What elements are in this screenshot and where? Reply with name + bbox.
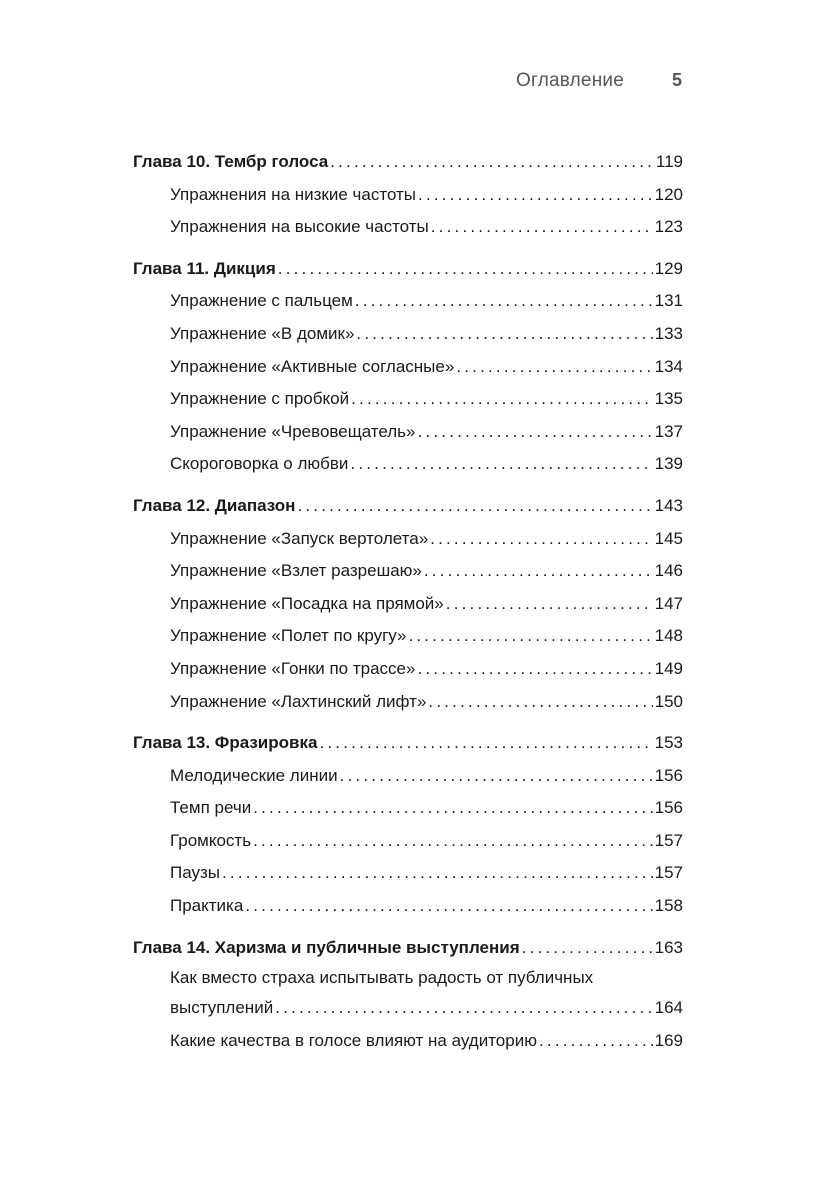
page-ref: 135 bbox=[654, 389, 683, 409]
dot-leader bbox=[522, 932, 653, 965]
entry-title: Как вместо страха испытывать радость от публичных bbox=[170, 968, 594, 988]
entry-title: Упражнение «Запуск вертолета» bbox=[170, 528, 429, 548]
toc-entry[interactable] bbox=[133, 620, 683, 653]
page-number: 5 bbox=[671, 70, 682, 90]
page-ref: 164 bbox=[654, 998, 683, 1018]
dot-leader bbox=[350, 448, 652, 481]
page-ref: 123 bbox=[654, 217, 683, 237]
page-ref: 129 bbox=[654, 258, 683, 278]
chapter-11 bbox=[133, 253, 683, 481]
chapter-title: Глава 13. Фразировка bbox=[133, 733, 318, 753]
entry-title: Упражнение «Посадка на прямой» bbox=[170, 593, 444, 613]
dot-leader bbox=[351, 383, 653, 416]
page-ref: 147 bbox=[654, 593, 683, 613]
running-title: Оглавление bbox=[516, 70, 624, 91]
page-ref: 163 bbox=[654, 937, 683, 957]
page-ref: 119 bbox=[655, 152, 683, 171]
page-ref: 120 bbox=[654, 184, 683, 204]
entry-title: выступлений bbox=[170, 998, 274, 1018]
page-ref: 156 bbox=[654, 798, 683, 818]
dot-leader bbox=[319, 727, 652, 760]
entry-title-line bbox=[133, 964, 683, 992]
entry-title: Упражнение с пальцем bbox=[170, 291, 353, 311]
dot-leader bbox=[431, 211, 653, 244]
dot-leader bbox=[340, 760, 653, 793]
entry-title: Упражнение «Взлет разрешаю» bbox=[170, 561, 422, 581]
dot-leader bbox=[278, 253, 653, 286]
dot-leader bbox=[418, 179, 653, 212]
page-ref: 158 bbox=[654, 896, 683, 916]
page-ref: 148 bbox=[654, 626, 683, 646]
dot-leader bbox=[456, 351, 652, 384]
toc-entry[interactable] bbox=[133, 964, 683, 1025]
dot-leader bbox=[222, 857, 653, 890]
page-ref: 145 bbox=[654, 528, 683, 548]
toc-chapter-entry[interactable] bbox=[133, 490, 683, 523]
dot-leader bbox=[446, 588, 653, 621]
page-ref: 169 bbox=[654, 1030, 683, 1050]
page-ref: 153 bbox=[654, 733, 683, 753]
entry-title: Упражнение «Гонки по трассе» bbox=[170, 658, 416, 678]
entry-title: Упражнение с пробкой bbox=[170, 389, 350, 409]
dot-leader bbox=[356, 318, 652, 351]
toc-entry[interactable] bbox=[133, 588, 683, 621]
page-ref: 150 bbox=[654, 691, 683, 711]
entry-title: Скороговорка о любви bbox=[170, 454, 349, 474]
dot-leader bbox=[430, 523, 652, 556]
entry-title: Упражнение «Чревовещатель» bbox=[170, 421, 416, 441]
dot-leader bbox=[253, 825, 653, 858]
toc-chapter-entry[interactable] bbox=[133, 932, 683, 965]
entry-title: Упражнение «В домик» bbox=[170, 323, 355, 343]
dot-leader bbox=[539, 1025, 653, 1058]
chapter-10 bbox=[133, 146, 683, 244]
chapter-title: Глава 10. Тембр голоса bbox=[133, 152, 329, 171]
toc-entry[interactable] bbox=[133, 653, 683, 686]
toc-entry[interactable] bbox=[133, 760, 683, 793]
dot-leader bbox=[297, 490, 652, 523]
toc-entry[interactable] bbox=[133, 351, 683, 384]
toc-entry[interactable] bbox=[133, 555, 683, 588]
page-ref: 137 bbox=[654, 421, 683, 441]
toc-entry[interactable] bbox=[133, 890, 683, 923]
page-ref: 139 bbox=[654, 454, 683, 474]
dot-leader bbox=[275, 992, 652, 1025]
toc-entry[interactable] bbox=[133, 318, 683, 351]
page-ref: 156 bbox=[654, 765, 683, 785]
toc-entry[interactable] bbox=[133, 211, 683, 244]
toc-entry[interactable] bbox=[133, 416, 683, 449]
page-ref: 131 bbox=[654, 291, 683, 311]
toc-entry[interactable] bbox=[133, 179, 683, 212]
toc-entry[interactable] bbox=[133, 1025, 683, 1058]
entry-title-line bbox=[133, 992, 683, 1025]
chapter-13 bbox=[133, 727, 683, 923]
page-ref: 146 bbox=[654, 561, 683, 581]
entry-title: Мелодические линии bbox=[170, 765, 338, 785]
chapter-title: Глава 11. Дикция bbox=[133, 258, 276, 278]
toc-entry[interactable] bbox=[133, 825, 683, 858]
entry-title: Громкость bbox=[170, 830, 252, 850]
entry-title: Паузы bbox=[170, 863, 220, 883]
toc-chapter-entry[interactable] bbox=[133, 253, 683, 286]
page-ref: 157 bbox=[654, 830, 683, 850]
chapter-14 bbox=[133, 932, 683, 1058]
dot-leader bbox=[355, 285, 653, 318]
dot-leader bbox=[408, 620, 652, 653]
dot-leader bbox=[424, 555, 653, 588]
dot-leader bbox=[417, 653, 652, 686]
page-ref: 143 bbox=[654, 495, 683, 515]
toc-entry[interactable] bbox=[133, 448, 683, 481]
entry-title: Упражнение «Лахтинский лифт» bbox=[170, 691, 427, 711]
dot-leader bbox=[428, 686, 652, 719]
toc-chapter-entry[interactable] bbox=[133, 146, 683, 179]
page-ref: 157 bbox=[654, 863, 683, 883]
entry-title: Какие качества в голосе влияют на аудиторию bbox=[170, 1030, 537, 1050]
entry-title: Упражнения на высокие частоты bbox=[170, 217, 429, 237]
toc-entry[interactable] bbox=[133, 857, 683, 890]
entry-title: Упражнения на низкие частоты bbox=[170, 184, 417, 204]
dot-leader bbox=[253, 792, 652, 825]
dot-leader bbox=[245, 890, 652, 923]
chapter-12 bbox=[133, 490, 683, 718]
toc-entry[interactable] bbox=[133, 686, 683, 719]
toc-entry[interactable] bbox=[133, 285, 683, 318]
running-head bbox=[0, 70, 682, 92]
toc-entry[interactable] bbox=[133, 383, 683, 416]
page-ref: 133 bbox=[654, 323, 683, 343]
toc-entry[interactable] bbox=[133, 792, 683, 825]
entry-title: Практика bbox=[170, 896, 244, 916]
chapter-title: Глава 14. Харизма и публичные выступления bbox=[133, 937, 520, 957]
dot-leader bbox=[330, 146, 654, 179]
toc-chapter-entry[interactable] bbox=[133, 727, 683, 760]
dot-leader bbox=[418, 416, 653, 449]
chapter-title: Глава 12. Диапазон bbox=[133, 495, 296, 515]
page-ref: 134 bbox=[654, 356, 683, 376]
table-of-contents bbox=[133, 146, 683, 1066]
entry-title: Темп речи bbox=[170, 798, 252, 818]
entry-title: Упражнение «Полет по кругу» bbox=[170, 626, 407, 646]
toc-entry[interactable] bbox=[133, 523, 683, 556]
entry-title: Упражнение «Активные согласные» bbox=[170, 356, 455, 376]
page-ref: 149 bbox=[654, 658, 683, 678]
